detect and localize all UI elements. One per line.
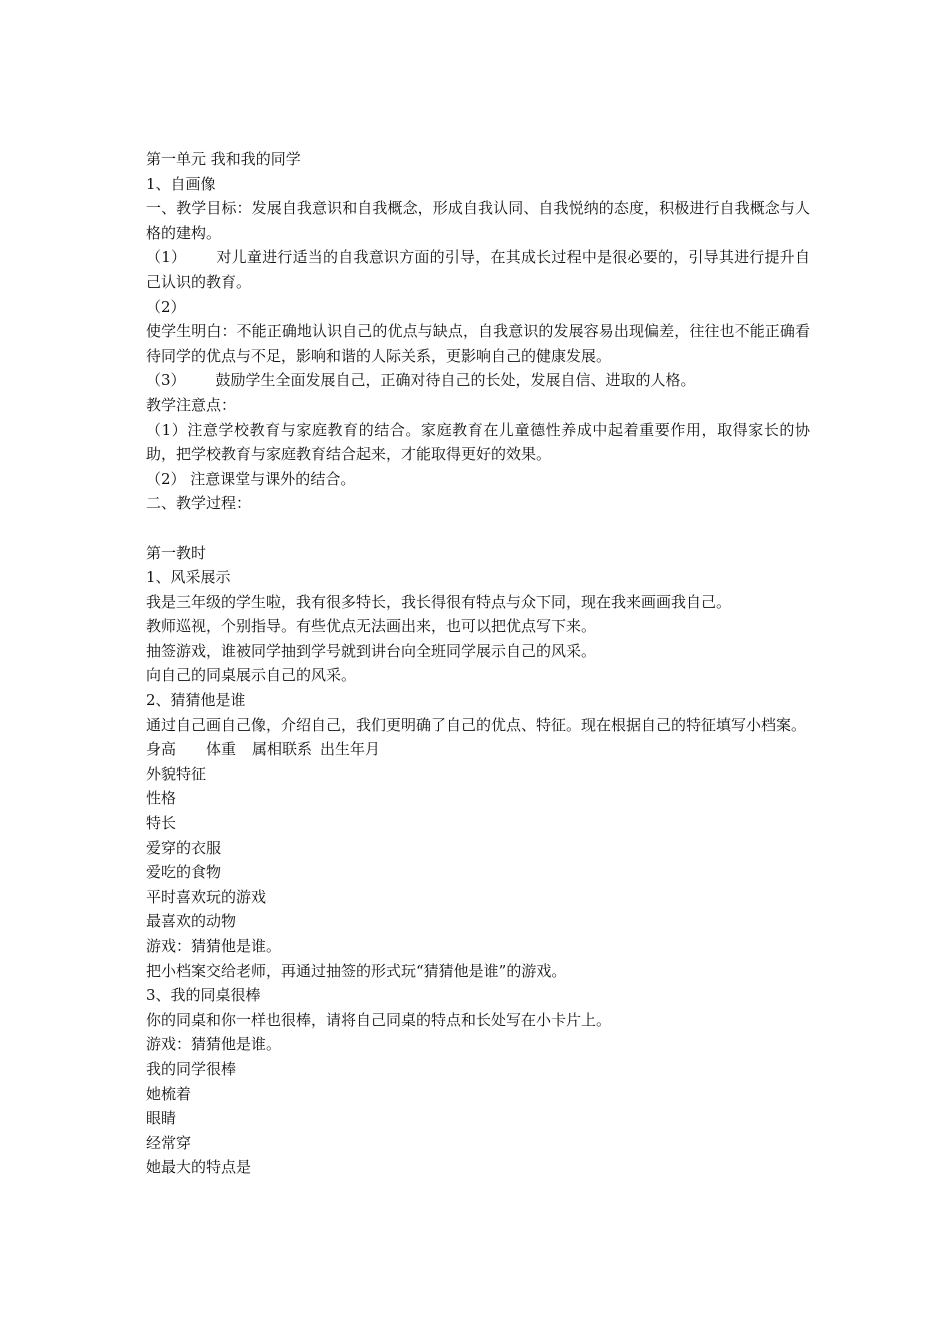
goal-2-text: 使学生明白：不能正确地认识自己的优点与缺点，自我意识的发展容易出现偏差，往往也不能正确看待同学的优点与不足，影响和谐的人际关系，更影响自己的健康发展。 [146,322,810,365]
form-talent-label: 特长 [146,814,177,833]
form-height-label: 身高 [146,740,177,759]
game-2-title: 游戏：猜猜他是谁。 [146,1035,282,1054]
card-wear: 经常穿 [146,1133,192,1152]
card-feature: 她最大的特点是 [146,1158,252,1177]
goal-1-number: （1） [146,248,187,267]
goal-3 [146,368,810,393]
step-1-paragraph-4: 向自己的同桌展示自己的风采。 [146,666,357,685]
goal-2-number: （2） [146,297,186,316]
goal-1-text: 对儿童进行适当的自我意识方面的引导，在其成长过程中是很必要的，引导其进行提升自己认识的教育。 [146,248,810,291]
unit-title: 第一单元 我和我的同学 [146,150,301,168]
step-1-paragraph-2: 教师巡视，个别指导。有些优点无法画出来，也可以把优点写下来。 [146,617,597,636]
notes-title: 教学注意点： [146,395,237,414]
blank-line [146,516,810,541]
form-clothes-label: 爱穿的衣服 [146,838,222,857]
goal-1 [146,245,810,294]
step-2-title: 2、猜猜他是谁 [146,691,246,710]
note-2: （2） 注意课堂与课外的结合。 [146,469,356,488]
lesson-title: 1、自画像 [146,174,216,193]
card-hair: 她梳着 [146,1084,192,1103]
form-animal-label: 最喜欢的动物 [146,912,237,931]
form-character-label: 性格 [146,789,177,808]
goal-3-text: 鼓励学生全面发展自己，正确对待自己的长处，发展自信、进取的人格。 [215,371,696,390]
form-weight-label: 体重 [206,740,237,759]
card-title: 我的同学很棒 [146,1059,237,1078]
form-food-label: 爱吃的食物 [146,863,222,882]
process-title: 二、教学过程： [146,494,252,513]
teaching-goal-intro: 一、教学目标：发展自我意识和自我概念，形成自我认同、自我悦纳的态度，积极进行自我概念与人格的建构。 [146,199,810,242]
step-1-paragraph-3: 抽签游戏，谁被同学抽到学号就到讲台向全班同学展示自己的风采。 [146,641,597,660]
form-zodiac-label: 属相联系 [252,740,313,759]
step-2-paragraph-1: 通过自己画自己像，介绍自己，我们更明确了自己的优点、特征。现在根据自己的特征填写小档案。 [146,715,807,734]
step-3-paragraph-1: 你的同桌和你一样也很棒，请将自己同桌的特点和长处写在小卡片上。 [146,1010,612,1029]
game-1-description: 把小档案交给老师，再通过抽签的形式玩“猜猜他是谁”的游戏。 [146,961,567,980]
form-appearance-label: 外貌特征 [146,764,207,783]
step-1-paragraph-1: 我是三年级的学生啦，我有很多特长，我长得很有特点与众下同，现在我来画画我自己。 [146,592,732,611]
card-eyes: 眼睛 [146,1109,177,1128]
goal-3-number: （3） [146,371,186,390]
period-title: 第一教时 [146,543,207,562]
document-page [146,147,810,1180]
form-birth-label: 出生年月 [320,740,381,759]
form-game-label: 平时喜欢玩的游戏 [146,887,267,906]
step-3-title: 3、我的同桌很棒 [146,986,261,1005]
note-1: （1）注意学校教育与家庭教育的结合。家庭教育在儿童德性养成中起着重要作用，取得家长的协助，把学校教育与家庭教育结合起来，才能取得更好的效果。 [146,420,810,464]
profile-form-header [146,737,810,762]
game-1-title: 游戏：猜猜他是谁。 [146,937,282,955]
step-1-title: 1、风采展示 [146,568,231,587]
